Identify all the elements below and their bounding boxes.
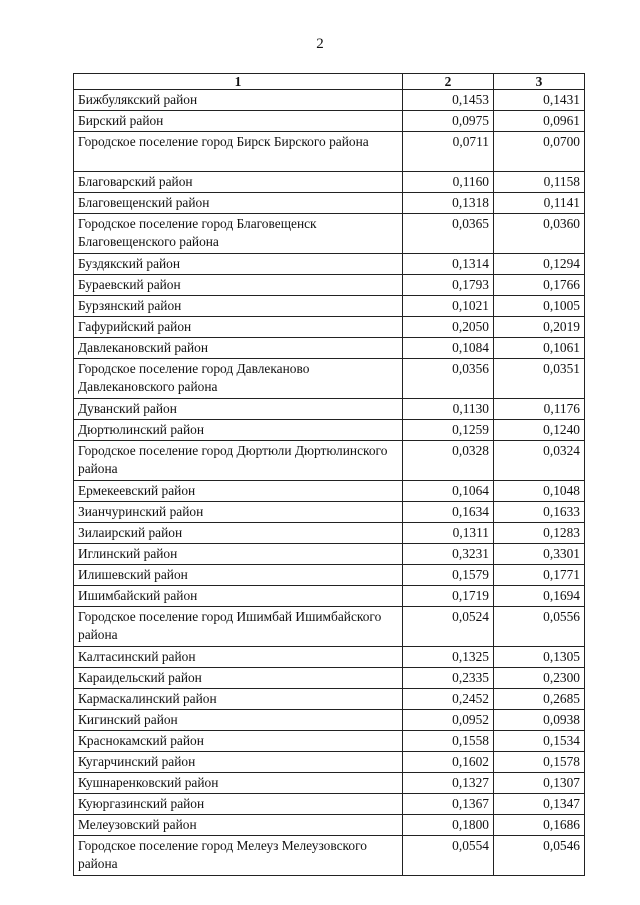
table-row bbox=[74, 565, 585, 586]
municipality-name-cell: Ишимбайский район bbox=[74, 586, 403, 607]
municipality-name-cell: Мелеузовский район bbox=[74, 815, 403, 836]
value-col3-cell: 0,1694 bbox=[494, 586, 585, 607]
value-col2-cell: 0,0952 bbox=[403, 710, 494, 731]
table-row bbox=[74, 710, 585, 731]
table-row bbox=[74, 111, 585, 132]
value-col3-cell: 0,1048 bbox=[494, 481, 585, 502]
value-col3-cell: 0,1294 bbox=[494, 254, 585, 275]
value-col3-cell: 0,0324 bbox=[494, 441, 585, 481]
column-header-2: 2 bbox=[403, 74, 494, 90]
municipality-name-cell: Иглинский район bbox=[74, 544, 403, 565]
value-col2-cell: 0,0365 bbox=[403, 214, 494, 254]
value-col2-cell: 0,2452 bbox=[403, 689, 494, 710]
value-col2-cell: 0,1367 bbox=[403, 794, 494, 815]
table-row bbox=[74, 214, 585, 254]
municipality-name-cell: Куюргазинский район bbox=[74, 794, 403, 815]
municipality-name-cell: Кармаскалинский район bbox=[74, 689, 403, 710]
value-col2-cell: 0,1064 bbox=[403, 481, 494, 502]
value-col3-cell: 0,1240 bbox=[494, 420, 585, 441]
value-col3-cell: 0,1307 bbox=[494, 773, 585, 794]
table-row bbox=[74, 359, 585, 399]
table-row bbox=[74, 399, 585, 420]
municipality-name-cell: Буздякский район bbox=[74, 254, 403, 275]
table-row bbox=[74, 193, 585, 214]
table-row bbox=[74, 317, 585, 338]
value-col3-cell: 0,0700 bbox=[494, 132, 585, 172]
table-row bbox=[74, 607, 585, 647]
value-col3-cell: 0,0360 bbox=[494, 214, 585, 254]
municipality-name-cell: Зилаирский район bbox=[74, 523, 403, 544]
municipality-name-cell: Илишевский район bbox=[74, 565, 403, 586]
table-row bbox=[74, 668, 585, 689]
value-col3-cell: 0,0556 bbox=[494, 607, 585, 647]
municipality-name-cell: Городское поселение город Благовещенск Благовещенского района bbox=[74, 214, 403, 254]
value-col2-cell: 0,1021 bbox=[403, 296, 494, 317]
municipality-name-cell: Зианчуринский район bbox=[74, 502, 403, 523]
table-row bbox=[74, 296, 585, 317]
value-col2-cell: 0,3231 bbox=[403, 544, 494, 565]
table-row bbox=[74, 502, 585, 523]
value-col2-cell: 0,1453 bbox=[403, 90, 494, 111]
municipality-name-cell: Бураевский район bbox=[74, 275, 403, 296]
municipality-name-cell: Городское поселение город Ишимбай Ишимбайского района bbox=[74, 607, 403, 647]
table-row bbox=[74, 731, 585, 752]
municipality-name-cell: Городское поселение город Мелеуз Мелеузовского района bbox=[74, 836, 403, 876]
value-col3-cell: 0,1766 bbox=[494, 275, 585, 296]
municipality-name-cell: Бижбулякский район bbox=[74, 90, 403, 111]
value-col3-cell: 0,1305 bbox=[494, 647, 585, 668]
table-row bbox=[74, 275, 585, 296]
value-col3-cell: 0,1283 bbox=[494, 523, 585, 544]
municipality-name-cell: Кугарчинский район bbox=[74, 752, 403, 773]
value-col2-cell: 0,1314 bbox=[403, 254, 494, 275]
value-col2-cell: 0,1325 bbox=[403, 647, 494, 668]
value-col2-cell: 0,2050 bbox=[403, 317, 494, 338]
table-row bbox=[74, 132, 585, 172]
table-row bbox=[74, 338, 585, 359]
table-row bbox=[74, 689, 585, 710]
municipality-name-cell: Краснокамский район bbox=[74, 731, 403, 752]
value-col2-cell: 0,1327 bbox=[403, 773, 494, 794]
value-col2-cell: 0,0554 bbox=[403, 836, 494, 876]
value-col3-cell: 0,1141 bbox=[494, 193, 585, 214]
municipality-name-cell: Городское поселение город Давлеканово Давлекановского района bbox=[74, 359, 403, 399]
page-number: 2 bbox=[316, 36, 324, 52]
table-row bbox=[74, 172, 585, 193]
value-col3-cell: 0,2300 bbox=[494, 668, 585, 689]
coefficients-table bbox=[73, 73, 585, 876]
municipality-name-cell: Давлекановский район bbox=[74, 338, 403, 359]
table-row bbox=[74, 420, 585, 441]
value-col2-cell: 0,0524 bbox=[403, 607, 494, 647]
municipality-name-cell: Бурзянский район bbox=[74, 296, 403, 317]
table-row bbox=[74, 481, 585, 502]
municipality-name-cell: Кушнаренковский район bbox=[74, 773, 403, 794]
table-body bbox=[74, 90, 585, 876]
table-row bbox=[74, 647, 585, 668]
table-row bbox=[74, 752, 585, 773]
table-row bbox=[74, 794, 585, 815]
value-col2-cell: 0,1084 bbox=[403, 338, 494, 359]
table-header bbox=[74, 74, 585, 90]
municipality-name-cell: Ермекеевский район bbox=[74, 481, 403, 502]
value-col2-cell: 0,0711 bbox=[403, 132, 494, 172]
value-col2-cell: 0,1558 bbox=[403, 731, 494, 752]
table-row bbox=[74, 773, 585, 794]
municipality-name-cell: Калтасинский район bbox=[74, 647, 403, 668]
value-col2-cell: 0,1579 bbox=[403, 565, 494, 586]
table-row bbox=[74, 523, 585, 544]
municipality-name-cell: Дуванский район bbox=[74, 399, 403, 420]
value-col3-cell: 0,1534 bbox=[494, 731, 585, 752]
value-col3-cell: 0,1005 bbox=[494, 296, 585, 317]
value-col3-cell: 0,2019 bbox=[494, 317, 585, 338]
value-col3-cell: 0,3301 bbox=[494, 544, 585, 565]
table-row bbox=[74, 815, 585, 836]
table-row bbox=[74, 441, 585, 481]
value-col2-cell: 0,1602 bbox=[403, 752, 494, 773]
value-col3-cell: 0,1633 bbox=[494, 502, 585, 523]
value-col2-cell: 0,0356 bbox=[403, 359, 494, 399]
value-col3-cell: 0,1158 bbox=[494, 172, 585, 193]
table-row bbox=[74, 254, 585, 275]
header-row bbox=[74, 74, 585, 90]
municipality-name-cell: Бирский район bbox=[74, 111, 403, 132]
value-col3-cell: 0,1176 bbox=[494, 399, 585, 420]
municipality-name-cell: Городское поселение город Бирск Бирского района bbox=[74, 132, 403, 172]
value-col3-cell: 0,0938 bbox=[494, 710, 585, 731]
value-col3-cell: 0,0961 bbox=[494, 111, 585, 132]
value-col3-cell: 0,1578 bbox=[494, 752, 585, 773]
value-col2-cell: 0,1719 bbox=[403, 586, 494, 607]
value-col2-cell: 0,1800 bbox=[403, 815, 494, 836]
value-col3-cell: 0,2685 bbox=[494, 689, 585, 710]
value-col3-cell: 0,1771 bbox=[494, 565, 585, 586]
value-col2-cell: 0,1130 bbox=[403, 399, 494, 420]
municipality-name-cell: Благовещенский район bbox=[74, 193, 403, 214]
table-row bbox=[74, 90, 585, 111]
value-col2-cell: 0,0975 bbox=[403, 111, 494, 132]
table-row bbox=[74, 586, 585, 607]
value-col2-cell: 0,2335 bbox=[403, 668, 494, 689]
value-col2-cell: 0,1160 bbox=[403, 172, 494, 193]
value-col2-cell: 0,1318 bbox=[403, 193, 494, 214]
municipality-name-cell: Гафурийский район bbox=[74, 317, 403, 338]
value-col3-cell: 0,0351 bbox=[494, 359, 585, 399]
value-col3-cell: 0,0546 bbox=[494, 836, 585, 876]
municipality-name-cell: Благоварский район bbox=[74, 172, 403, 193]
value-col2-cell: 0,1311 bbox=[403, 523, 494, 544]
table-row bbox=[74, 544, 585, 565]
value-col2-cell: 0,1259 bbox=[403, 420, 494, 441]
value-col3-cell: 0,1686 bbox=[494, 815, 585, 836]
municipality-name-cell: Кигинский район bbox=[74, 710, 403, 731]
column-header-3: 3 bbox=[494, 74, 585, 90]
value-col3-cell: 0,1431 bbox=[494, 90, 585, 111]
value-col3-cell: 0,1347 bbox=[494, 794, 585, 815]
municipality-name-cell: Городское поселение город Дюртюли Дюртюлинского района bbox=[74, 441, 403, 481]
column-header-1: 1 bbox=[74, 74, 403, 90]
value-col2-cell: 0,1793 bbox=[403, 275, 494, 296]
value-col3-cell: 0,1061 bbox=[494, 338, 585, 359]
value-col2-cell: 0,0328 bbox=[403, 441, 494, 481]
table-row bbox=[74, 836, 585, 876]
value-col2-cell: 0,1634 bbox=[403, 502, 494, 523]
municipality-name-cell: Караидельский район bbox=[74, 668, 403, 689]
municipality-name-cell: Дюртюлинский район bbox=[74, 420, 403, 441]
